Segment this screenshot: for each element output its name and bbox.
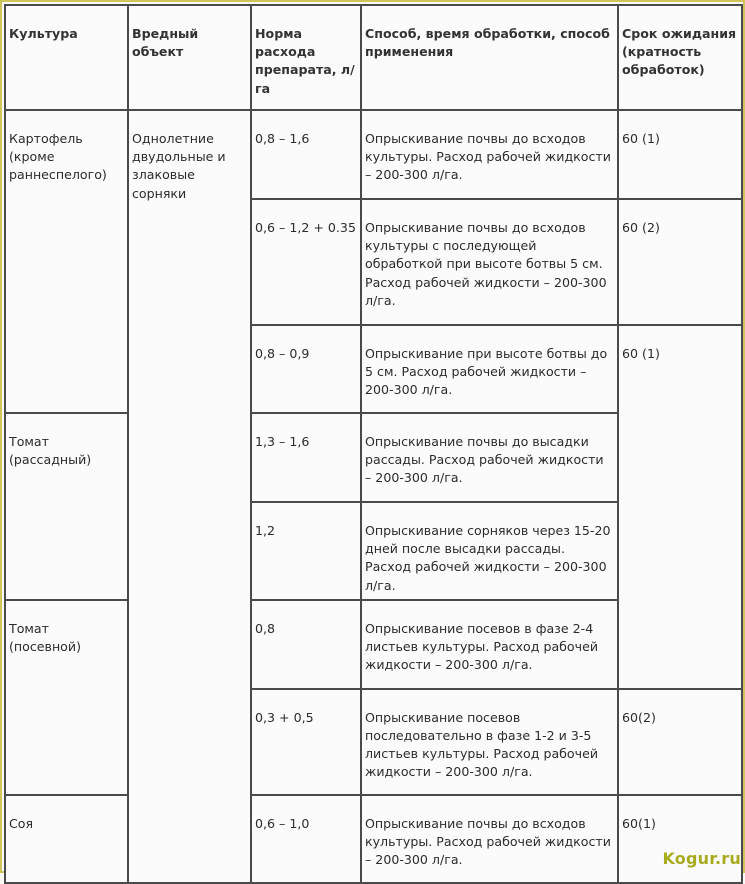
herbicide-application-table bbox=[4, 4, 743, 884]
waiting-cell: 60 (1) bbox=[618, 325, 742, 689]
rate-cell: 0,8 – 1,6 bbox=[251, 110, 361, 199]
method-cell: Опрыскивание почвы до всходов культуры. Расход рабочей жидкости – 200-300 л/га. bbox=[361, 795, 618, 883]
rate-cell: 0,8 bbox=[251, 600, 361, 689]
method-cell: Опрыскивание при высоте ботвы до 5 см. Расход рабочей жидкости – 200-300 л/га. bbox=[361, 325, 618, 413]
table-row bbox=[5, 795, 742, 883]
table-row bbox=[5, 110, 742, 199]
waiting-cell: 60 (1) bbox=[618, 110, 742, 199]
rate-cell: 1,3 – 1,6 bbox=[251, 413, 361, 502]
method-cell: Опрыскивание почвы до высадки рассады. Расход рабочей жидкости – 200-300 л/га. bbox=[361, 413, 618, 502]
method-cell: Опрыскивание посевов в фазе 2-4 листьев культуры. Расход рабочей жидкости – 200-300 л/га. bbox=[361, 600, 618, 689]
crop-cell: Томат (посевной) bbox=[5, 600, 128, 795]
header-pest: Вредный объект bbox=[128, 5, 251, 110]
waiting-cell: 60(2) bbox=[618, 689, 742, 795]
header-rate: Норма расхода препарата, л/га bbox=[251, 5, 361, 110]
table-header-row bbox=[5, 5, 742, 110]
waiting-cell: 60(1) bbox=[618, 795, 742, 883]
rate-cell: 0,6 – 1,2 + 0.35 bbox=[251, 199, 361, 325]
header-method: Способ, время обработки, способ применения bbox=[361, 5, 618, 110]
rate-cell: 0,8 – 0,9 bbox=[251, 325, 361, 413]
pest-cell: Однолетние двудольные и злаковые сорняки bbox=[128, 110, 251, 883]
method-cell: Опрыскивание сорняков через 15-20 дней после высадки рассады. Расход рабочей жидкости – 200-300 л/га. bbox=[361, 502, 618, 600]
rate-cell: 0,6 – 1,0 bbox=[251, 795, 361, 883]
method-cell: Опрыскивание посевов последовательно в фазе 1-2 и 3-5 листьев культуры. Расход рабочей жидкости – 200-300 л/га. bbox=[361, 689, 618, 795]
rate-cell: 0,3 + 0,5 bbox=[251, 689, 361, 795]
site-watermark: Kogur.ru bbox=[662, 849, 741, 868]
rate-cell: 1,2 bbox=[251, 502, 361, 600]
header-waiting-period: Срок ожидания (кратность обработок) bbox=[618, 5, 742, 110]
crop-cell: Соя bbox=[5, 795, 128, 883]
crop-cell: Томат (рассадный) bbox=[5, 413, 128, 600]
header-crop: Культура bbox=[5, 5, 128, 110]
method-cell: Опрыскивание почвы до всходов культуры. Расход рабочей жидкости – 200-300 л/га. bbox=[361, 110, 618, 199]
method-cell: Опрыскивание почвы до всходов культуры с последующей обработкой при высоте ботвы 5 см. Расход рабочей жидкости – 200-300 л/га. bbox=[361, 199, 618, 325]
waiting-cell: 60 (2) bbox=[618, 199, 742, 325]
crop-cell: Картофель (кроме раннеспелого) bbox=[5, 110, 128, 413]
